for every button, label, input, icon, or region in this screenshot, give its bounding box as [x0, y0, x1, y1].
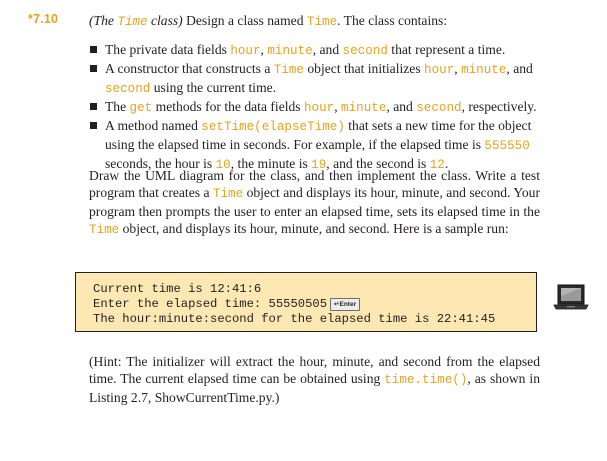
- sample-run-box: [75, 272, 537, 332]
- bullet-code: 19: [311, 158, 327, 172]
- sample-line-prompt: [93, 297, 360, 311]
- list-item: [89, 41, 551, 60]
- enter-key-icon: ↵Enter: [330, 298, 360, 311]
- bullet-code: 10: [215, 158, 231, 172]
- sample-prompt-text: Enter the elapsed time:: [93, 297, 269, 311]
- intro-code2: Time: [306, 15, 338, 29]
- bullet-code: second: [105, 82, 151, 96]
- bullet-code: minute: [341, 101, 387, 115]
- bullet-text: , respectively.: [461, 99, 537, 114]
- bullet-text: that represent a time.: [387, 42, 506, 57]
- square-bullet-icon: [90, 103, 97, 110]
- bullet-text: , the minute is: [230, 156, 312, 171]
- exercise-number: [28, 12, 58, 26]
- bullet-code: second: [342, 44, 388, 58]
- bullet-text: The: [105, 99, 130, 114]
- bullet-code: hour: [304, 101, 335, 115]
- paragraph-text: object and displays its hour, minute, and second. Your program then prompts the user to enter an elapsed time, sets its elapsed time in the: [89, 185, 540, 219]
- bullet-code: minute: [267, 44, 313, 58]
- laptop-icon: [553, 283, 589, 311]
- paragraph-code: Time: [212, 187, 244, 201]
- list-item: [89, 98, 551, 117]
- bullet-text: , and the second is: [326, 156, 430, 171]
- intro-open: (The: [89, 13, 118, 28]
- bullet-code: second: [416, 101, 462, 115]
- bullet-text: A constructor that constructs a: [105, 61, 274, 76]
- bullet-code: hour: [230, 44, 261, 58]
- instructions-paragraph: [89, 167, 540, 239]
- list-item: [89, 117, 551, 174]
- bullet-text: ,: [260, 42, 268, 57]
- intro-tail: . The class contains:: [337, 13, 448, 28]
- bullet-code: setTime(elapseTime): [201, 120, 345, 134]
- bullet-text: The private data fields: [105, 42, 231, 57]
- square-bullet-icon: [90, 46, 97, 53]
- bullet-text: seconds, the hour is: [105, 156, 216, 171]
- bullet-text: , and: [386, 99, 417, 114]
- bullet-text: , and: [312, 42, 343, 57]
- bullet-code: Time: [273, 63, 304, 77]
- sample-user-input: 55550505: [268, 297, 328, 311]
- paragraph-text: Draw the UML diagram for the class, and then implement the class. Write a test program that creates a: [89, 168, 540, 200]
- bullet-text: methods for the data fields: [152, 99, 304, 114]
- bullet-text: ,: [334, 99, 342, 114]
- square-bullet-icon: [90, 65, 97, 72]
- requirements-list: [89, 41, 551, 174]
- bullet-code: get: [129, 101, 153, 115]
- bullet-text: , and: [506, 61, 533, 76]
- exercise-intro: [89, 12, 549, 31]
- bullet-code: hour: [424, 63, 455, 77]
- bullet-code: 555550: [484, 139, 530, 153]
- bullet-text: using the current time.: [150, 80, 277, 95]
- bullet-text: ,: [454, 61, 462, 76]
- hint-code: time.time(): [384, 373, 468, 387]
- list-item: [89, 60, 551, 98]
- hint-text: (Hint: The initializer will extract the hour, minute, and second from the elapsed time. The current elapsed time can be obtained using: [89, 354, 540, 386]
- intro-rest: Design a class named: [182, 13, 307, 28]
- sample-line-current-time: Current time is 12:41:6: [93, 282, 262, 296]
- paragraph-code: Time: [89, 223, 120, 237]
- bullet-text: A method named: [105, 118, 202, 133]
- sample-line-result: The hour:minute:second for the elapsed time is 22:41:45: [93, 312, 496, 326]
- intro-code: Time: [117, 15, 148, 29]
- bullet-text: .: [444, 156, 449, 171]
- paragraph-text: object, and displays its hour, minute, and second. Here is a sample run:: [119, 221, 509, 236]
- bullet-code: minute: [461, 63, 507, 77]
- square-bullet-icon: [90, 122, 97, 129]
- intro-class-word: class): [147, 13, 183, 28]
- bullet-code: 12: [429, 158, 445, 172]
- exercise-star: *: [28, 12, 34, 26]
- exercise-number-text: 7.10: [33, 12, 59, 26]
- bullet-text: object that initializes: [303, 61, 425, 76]
- hint-paragraph: [89, 353, 540, 406]
- intro-title: [89, 13, 183, 28]
- bullet-text: that sets a new time for the object using the elapsed time in seconds. For example, if the elapsed time is: [105, 118, 532, 152]
- hint-text: , as shown in Listing 2.7, ShowCurrentTime.py.): [89, 371, 540, 405]
